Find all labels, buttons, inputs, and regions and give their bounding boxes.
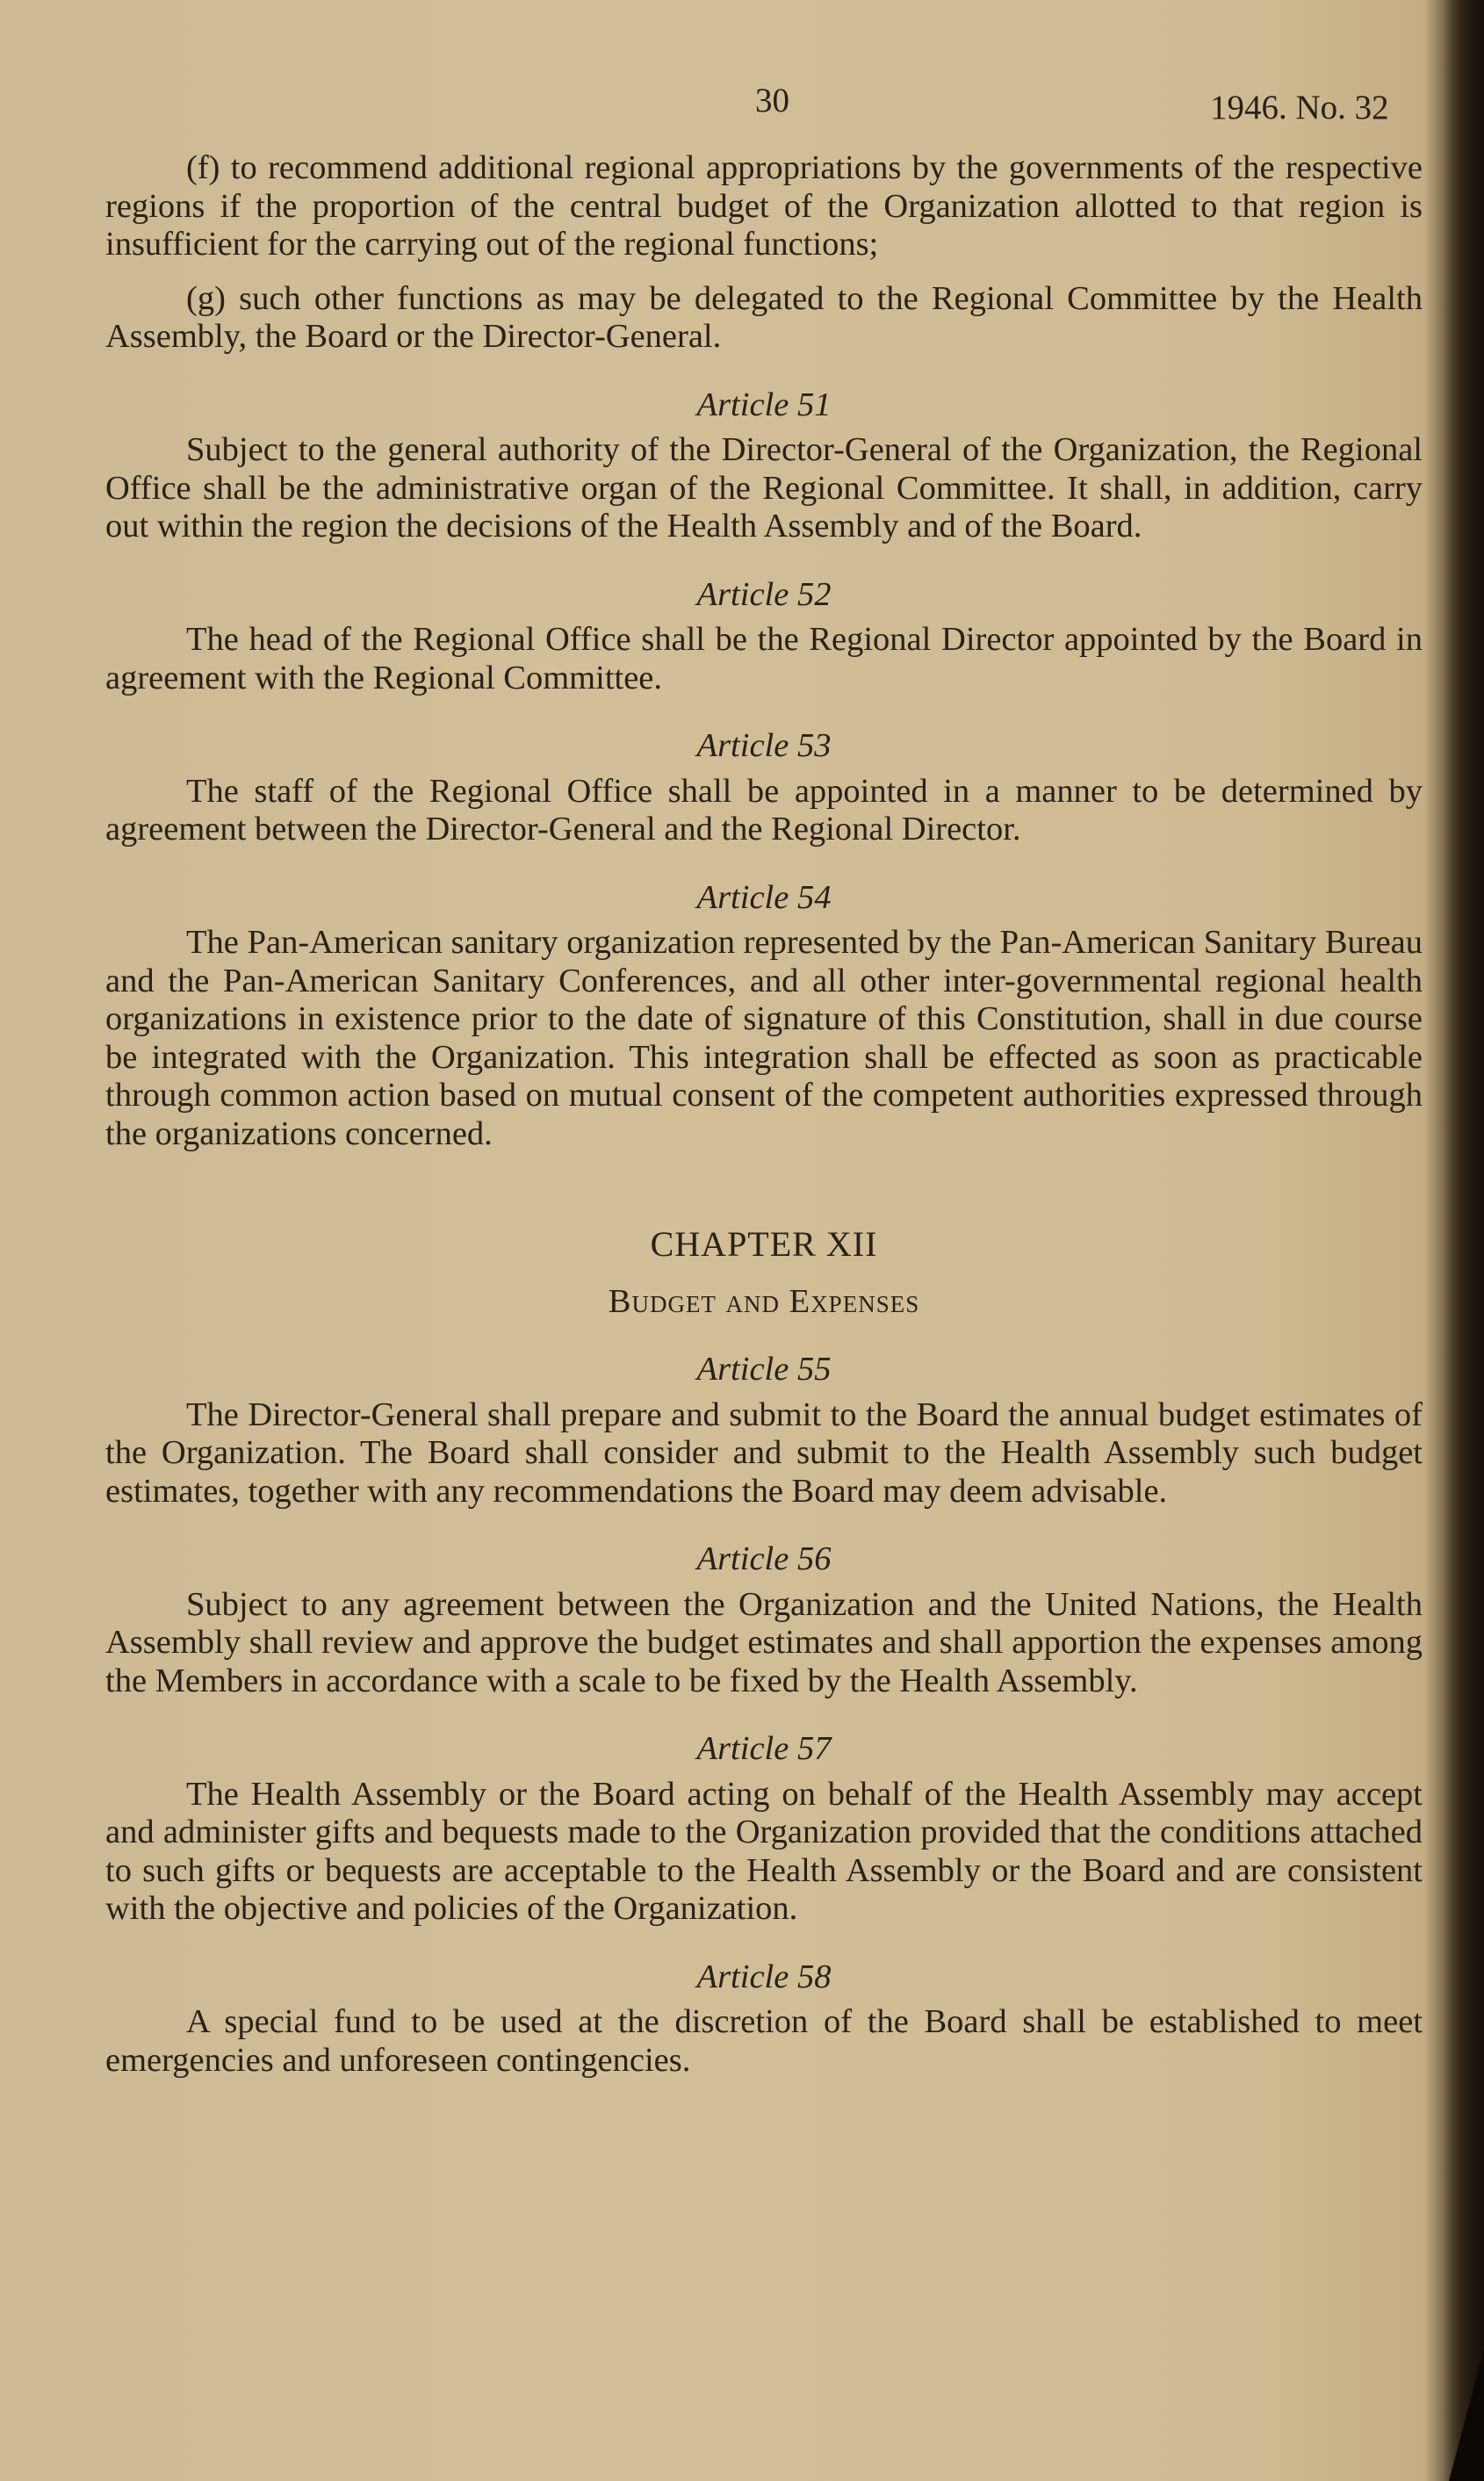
article-57-text: The Health Assembly or the Board acting on behalf of the Health Assembly may accept and administer gifts and bequests made to the Organization provided that the conditions attached to such gifts or bequests are acceptable to the Health Assembly or the Board and are consistent with the objective and policies of the Organization.	[105, 1775, 1423, 1927]
article-57-heading: Article 57	[696, 1730, 832, 1767]
article-54-heading: Article 54	[696, 878, 832, 916]
page-number: 30	[755, 82, 789, 119]
article-56-heading: Article 56	[696, 1540, 832, 1577]
article-54-text: The Pan-American sanitary organization represented by the Pan-American Sanitary Bureau and the Pan-American Sanitary Conferences, and all other inter-governmental regional health organizations in existence prior to the date of signature of this Constitution, shall in due course be integrated with the Organization. This integration shall be effected as soon as practicable through common action based on mutual consent of the competent authorities expressed through the organizations concerned.	[105, 924, 1423, 1152]
article-52-heading: Article 52	[696, 575, 832, 613]
page-corner-shadow	[1449, 2349, 1484, 2481]
page-header	[0, 81, 1484, 133]
article-55-text: The Director-General shall prepare and submit to the Board the annual budget estimates of the Organization. The Board shall consider and submit to the Health Assembly such budget estimates, together with any recommendations the Board may deem advisable.	[105, 1396, 1423, 1510]
paragraph-g: (g) such other functions as may be delegated to the Regional Committee by the Health Assembly, the Board or the Director-General.	[105, 279, 1423, 355]
article-51-heading: Article 51	[696, 386, 832, 423]
article-52-text: The head of the Regional Office shall be the Regional Director appointed by the Board in agreement with the Regional Committee.	[105, 621, 1423, 696]
article-55-heading: Article 55	[696, 1351, 832, 1388]
document-body	[105, 149, 1423, 2080]
binding-edge-shadow	[1444, 0, 1484, 2481]
article-51-text: Subject to the general authority of the Director-General of the Organization, the Regional Office shall be the administrative organ of the Regional Committee. It shall, in addition, carry out within the region the decisions of the Health Assembly and of the Board.	[105, 431, 1423, 545]
chapter-subtitle: Budget and Expenses	[608, 1282, 920, 1320]
article-56-text: Subject to any agreement between the Organization and the United Nations, the Health Assembly shall review and approve the budget estimates and shall apportion the expenses among the Members in accordance with a scale to be fixed by the Health Assembly.	[105, 1585, 1423, 1699]
chapter-title: CHAPTER XII	[650, 1224, 878, 1264]
paragraph-f: (f) to recommend additional regional appropriations by the governments of the respective regions if the proportion of the central budget of the Organization allotted to that region is insufficient for the carrying out of the regional functions;	[105, 149, 1423, 263]
article-53-text: The staff of the Regional Office shall be appointed in a manner to be determined by agreement between the Director-General and the Regional Director.	[105, 772, 1423, 847]
article-58-text: A special fund to be used at the discretion of the Board shall be established to meet emergencies and unforeseen contingencies.	[105, 2003, 1423, 2079]
document-reference: 1946. No. 32	[1210, 89, 1389, 126]
article-58-heading: Article 58	[696, 1958, 832, 1995]
article-53-heading: Article 53	[696, 727, 832, 764]
